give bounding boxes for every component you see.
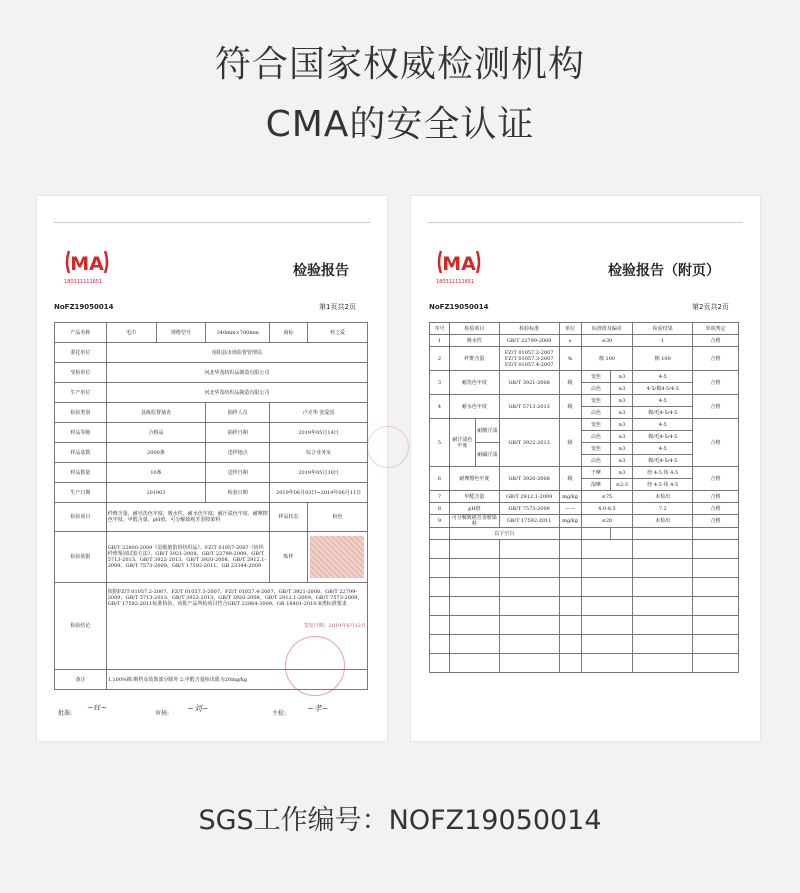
appendix-table xyxy=(429,322,739,673)
table-cell: 耐摩擦色牢度 xyxy=(449,467,499,491)
inspection-report-appendix xyxy=(411,196,760,741)
cell-value: 粉色 xyxy=(307,503,367,532)
table-cell: ≥3 xyxy=(611,407,633,419)
table-cell: 1 xyxy=(633,335,693,347)
empty-cell xyxy=(430,635,450,654)
empty-cell xyxy=(449,578,499,597)
cell-label: 生产日期 xyxy=(55,483,107,503)
empty-cell xyxy=(430,597,450,616)
empty-cell xyxy=(430,540,450,559)
cell-value: 河北华茂纺织品制造有限公司 xyxy=(106,363,367,383)
empty-cell xyxy=(633,540,693,559)
table-cell: 变色 xyxy=(581,419,611,431)
empty-cell xyxy=(559,616,581,635)
table-cell: 合格 xyxy=(693,515,739,528)
cell-value: 梓之爱 xyxy=(307,323,367,343)
cma-number: 180311111651 xyxy=(64,279,103,285)
table-cell: 3 xyxy=(430,371,450,395)
empty-cell xyxy=(449,597,499,616)
cell-label: 样品状态 xyxy=(270,503,308,532)
cell-label: 样品基数 xyxy=(55,443,107,463)
table-cell: 甲醛含量 xyxy=(449,491,499,503)
empty-cell xyxy=(633,654,693,673)
empty-cell xyxy=(693,635,739,654)
cell-value: 201903 xyxy=(106,483,206,503)
fabric-swatch-image xyxy=(310,536,364,578)
table-cell: ≥3 xyxy=(611,383,633,395)
empty-cell xyxy=(581,616,633,635)
table-cell: mg/kg xyxy=(559,491,581,503)
report-title: 检验报告（附页） xyxy=(608,263,720,279)
report-table xyxy=(54,322,368,690)
cell-value: 1.100%棉 断档及装饰部分除外 2.甲醛含量检出限为20mg/kg xyxy=(106,670,367,690)
table-cell: 4-5 xyxy=(633,419,693,431)
table-row xyxy=(430,395,739,407)
table-cell: 棉/毛4-5/4-5 xyxy=(633,455,693,467)
table-cell: ≥3 xyxy=(611,395,633,407)
empty-cell xyxy=(633,559,693,578)
cell-value: 县级监督抽查 xyxy=(106,403,206,423)
table-cell: ≤75 xyxy=(581,491,633,503)
empty-cell xyxy=(499,597,559,616)
table-cell: —— xyxy=(559,503,581,515)
empty-cell xyxy=(449,540,499,559)
empty-cell xyxy=(449,654,499,673)
table-cell: ≥3 xyxy=(611,431,633,443)
table-cell: 合格 xyxy=(693,419,739,467)
empty-cell xyxy=(499,654,559,673)
table-row xyxy=(430,371,739,383)
table-row xyxy=(430,335,739,347)
cell-label: 抽样日期 xyxy=(206,423,270,443)
table-cell xyxy=(693,528,739,540)
table-cell: GB/T 22799-2009 xyxy=(499,335,559,347)
table-cell: GB/T 7573-2009 xyxy=(499,503,559,515)
table-cell: ≤30 xyxy=(581,335,633,347)
table-cell: 耐洗色牢度 xyxy=(449,371,499,395)
empty-row xyxy=(430,540,739,559)
table-cell: 4-5 xyxy=(633,371,693,383)
table-cell: 合格 xyxy=(693,347,739,371)
table-header: 标准值及偏差 xyxy=(581,323,633,335)
table-cell: 沾色 xyxy=(581,383,611,395)
table-cell: 合格 xyxy=(693,467,739,491)
cell-value: 2019年06月03日~2019年06月11日 xyxy=(270,483,368,503)
stamp-date: 签发日期：2019年6月12日 xyxy=(303,623,366,629)
table-cell: 湿摩 xyxy=(581,479,611,491)
table-cell: 棉/毛4-5/4-5 xyxy=(633,431,693,443)
empty-cell xyxy=(430,559,450,578)
table-header: 检验标准 xyxy=(499,323,559,335)
fabric-sample-cell xyxy=(307,532,367,583)
cell-value: 纤维含量、耐皂洗色牢度、吸水性、耐水色牢度、耐汗渍色牢度、耐摩擦色牢度、甲醛含量、pH值、可分解致癌芳香胺染料 xyxy=(106,503,269,532)
table-cell: 沾色 xyxy=(581,407,611,419)
cell-label: 规格型号 xyxy=(156,323,206,343)
empty-cell xyxy=(430,578,450,597)
empty-cell xyxy=(633,597,693,616)
cell-value: 河北华茂纺织品制造有限公司 xyxy=(106,383,367,403)
cma-number: 180311111651 xyxy=(436,279,475,285)
empty-cell xyxy=(449,559,499,578)
empty-cell xyxy=(430,616,450,635)
cell-label: 委托单位 xyxy=(55,343,107,363)
conclusion-text: 依据FZ/T 01057.2-2007、FZ/T 01057.3-2007、FZ/T 01057.4-2007、GB/T 3921-2008、GB/T 22799-2009、GB/T 5713-2013、GB/T 3922-2013、GB/T 3920-2008、GB/T 2912.1-2009、GB/T 7573-2009、GB/T 17592-2011标准检验，该批产品所检项目符合GB/T 22864-2009、GB 18401-2010 B类标准要求 xyxy=(107,589,363,607)
cell-label: 样品等级 xyxy=(55,423,107,443)
main-label: 主检: xyxy=(272,710,287,717)
table-cell: 棉/毛4-5/4-5 xyxy=(633,407,693,419)
review-label: 审核: xyxy=(155,710,170,717)
report-title: 检验报告 xyxy=(293,263,349,279)
table-row xyxy=(430,491,739,503)
headline-line2: CMA的安全认证 xyxy=(265,104,535,145)
empty-cell xyxy=(581,559,633,578)
table-cell: 2 xyxy=(430,347,450,371)
table-cell: GB/T 3922-2013 xyxy=(499,419,559,467)
empty-row xyxy=(430,616,739,635)
empty-cell xyxy=(581,654,633,673)
empty-cell xyxy=(499,559,559,578)
table-cell: ≥3 xyxy=(611,371,633,383)
top-divider xyxy=(54,222,370,223)
cell-label: 受检单位 xyxy=(55,363,107,383)
cell-value: 340mm×700mm xyxy=(206,323,270,343)
empty-cell xyxy=(581,635,633,654)
empty-cell xyxy=(693,616,739,635)
empty-cell xyxy=(559,654,581,673)
table-cell: 吸水性 xyxy=(449,335,499,347)
table-cell: 合格 xyxy=(693,491,739,503)
table-cell: ≥3 xyxy=(611,419,633,431)
empty-cell xyxy=(559,540,581,559)
table-cell: 合格 xyxy=(693,371,739,395)
table-row xyxy=(430,528,739,540)
table-cell: ≥3 xyxy=(611,467,633,479)
table-cell: 4 xyxy=(430,395,450,419)
cell-label: 样品数量 xyxy=(55,463,107,483)
table-cell: 级 xyxy=(559,395,581,419)
table-cell: 未检出 xyxy=(633,515,693,528)
table-cell: 棉 100 xyxy=(581,347,633,371)
empty-cell xyxy=(693,654,739,673)
empty-cell xyxy=(499,616,559,635)
cell-value: 2019年05月14日 xyxy=(270,423,368,443)
table-row xyxy=(430,347,739,371)
cell-value: 2019年05月30日 xyxy=(270,463,368,483)
table-cell: 4-5 xyxy=(633,443,693,455)
table-cell: pH值 xyxy=(449,503,499,515)
cell-value: 卢克华 张爱国 xyxy=(270,403,368,423)
table-cell: 合格 xyxy=(693,335,739,347)
table-cell: s xyxy=(559,335,581,347)
cell-label: 商标 xyxy=(270,323,308,343)
empty-cell xyxy=(693,597,739,616)
cell-label: 产品名称 xyxy=(55,323,107,343)
empty-cell xyxy=(633,635,693,654)
sgs-job-number: SGS工作编号：NOFZ19050014 xyxy=(198,805,602,836)
cell-label: 检验日期 xyxy=(206,483,270,503)
table-cell: 4-5/棉4-5/4-5 xyxy=(633,383,693,395)
table-header: 单项判定 xyxy=(693,323,739,335)
cell-value: GB/T 22800-2009《星级旅馆用纺织品》、FZ/T 01057-2007《纺织纤维鉴别试验方法》、GB/T 3921-2008、GB/T 22799-2009、GB/T 5713-2013、GB/T 3922-2013、GB/T 3920-2008、GB/T 2912.1-2009、GB/T 7573-2009、GB/T 17592-2011、GB 23344-2009 xyxy=(106,532,269,583)
table-cell: 7.2 xyxy=(633,503,693,515)
cell-label: 备注 xyxy=(55,670,107,690)
approve-label: 批准: xyxy=(58,710,73,717)
empty-cell xyxy=(559,635,581,654)
table-cell: 未检出 xyxy=(633,491,693,503)
table-header: 检验结果 xyxy=(633,323,693,335)
table-cell: ≥3 xyxy=(611,455,633,467)
empty-cell xyxy=(449,616,499,635)
cell-label: 检验项目 xyxy=(55,503,107,532)
table-row xyxy=(430,443,739,455)
blank-note: 以下空白 xyxy=(449,528,559,540)
table-cell: 8 xyxy=(430,503,450,515)
empty-row xyxy=(430,654,739,673)
table-cell: 沾色 xyxy=(581,455,611,467)
table-cell: FZ/T 01057.2-2007 FZ/T 01057.3-2007 FZ/T 01057.4-2007 xyxy=(499,347,559,371)
cell-value: 2000条 xyxy=(106,443,206,463)
top-divider xyxy=(428,222,743,223)
empty-cell xyxy=(559,559,581,578)
empty-row xyxy=(430,578,739,597)
empty-cell xyxy=(449,635,499,654)
cell-value: 综合业务室 xyxy=(270,443,368,463)
cell-value: 毛巾 xyxy=(106,323,156,343)
table-cell: 4-5 xyxy=(633,395,693,407)
empty-row xyxy=(430,597,739,616)
table-cell: 纤维含量 xyxy=(449,347,499,371)
table-cell: 级 xyxy=(559,467,581,491)
table-cell xyxy=(611,528,633,540)
empty-cell xyxy=(430,654,450,673)
cell-label: 抽样人员 xyxy=(206,403,270,423)
table-cell: 1 xyxy=(430,335,450,347)
page-indicator: 第1页共2页 xyxy=(319,303,356,311)
cell-label: 送样地点 xyxy=(206,443,270,463)
headline-line1: 符合国家权威检测机构 xyxy=(214,44,585,85)
cell-value: 南阳县市场监督管理局 xyxy=(106,343,367,363)
seal-faded-icon xyxy=(367,426,409,468)
review-signature: ~刘~ xyxy=(187,704,209,713)
table-cell xyxy=(633,528,693,540)
inspection-report-page1 xyxy=(37,196,387,741)
table-cell: GB/T 3920-2008 xyxy=(499,467,559,491)
table-cell: 级 xyxy=(559,419,581,467)
table-cell: 耐汗渍色牢度 xyxy=(449,419,475,467)
page-indicator: 第2页共2页 xyxy=(692,303,729,311)
table-header: 单位 xyxy=(559,323,581,335)
cell-label: 送样日期 xyxy=(206,463,270,483)
table-cell: 变色 xyxy=(581,395,611,407)
table-cell: 沾色 xyxy=(581,431,611,443)
table-cell: GB/T 2912.1-2009 xyxy=(499,491,559,503)
cell-value: 合格品 xyxy=(106,423,206,443)
cma-logo-icon xyxy=(435,245,483,281)
empty-cell xyxy=(559,578,581,597)
table-cell: GB/T 3921-2008 xyxy=(499,371,559,395)
empty-cell xyxy=(559,597,581,616)
table-cell: 合格 xyxy=(693,503,739,515)
table-cell: mg/kg xyxy=(559,515,581,528)
cma-logo-icon xyxy=(63,245,111,281)
table-cell: ≥2-3 xyxy=(611,479,633,491)
official-seal-icon xyxy=(285,636,345,696)
table-cell: 经 4-5 纬 4-5 xyxy=(633,479,693,491)
table-cell: 合格 xyxy=(693,395,739,419)
cell-label: 检验依据 xyxy=(55,532,107,583)
cell-label: 检验结论 xyxy=(55,583,107,670)
table-cell: 变色 xyxy=(581,443,611,455)
table-cell: 变色 xyxy=(581,371,611,383)
empty-cell xyxy=(499,635,559,654)
table-cell: 经 4-5 纬 4-5 xyxy=(633,467,693,479)
approve-signature: ~ℓℓ~ xyxy=(87,703,108,712)
empty-row xyxy=(430,559,739,578)
table-cell: 级 xyxy=(559,371,581,395)
table-cell: ≤20 xyxy=(581,515,633,528)
empty-row xyxy=(430,635,739,654)
empty-cell xyxy=(693,559,739,578)
table-cell: % xyxy=(559,347,581,371)
table-cell xyxy=(581,528,611,540)
empty-cell xyxy=(693,578,739,597)
empty-cell xyxy=(499,540,559,559)
table-cell: 4.0-8.5 xyxy=(581,503,633,515)
svg-text:MA: MA xyxy=(442,253,476,275)
table-cell: ≥3 xyxy=(611,443,633,455)
empty-cell xyxy=(581,578,633,597)
table-cell xyxy=(430,528,450,540)
table-row xyxy=(430,467,739,479)
table-cell xyxy=(559,528,581,540)
empty-cell xyxy=(581,540,633,559)
empty-cell xyxy=(633,578,693,597)
table-cell: 棉 100 xyxy=(633,347,693,371)
report-number: NoFZ19050014 xyxy=(54,303,114,311)
table-row xyxy=(430,515,739,528)
table-cell: GB/T 17592-2011 xyxy=(499,515,559,528)
table-cell: 5 xyxy=(430,419,450,467)
report-number: NoFZ19050014 xyxy=(429,303,489,311)
table-row xyxy=(430,503,739,515)
empty-cell xyxy=(693,540,739,559)
table-cell: 9 xyxy=(430,515,450,528)
cell-value: 10条 xyxy=(106,463,206,483)
table-row xyxy=(430,419,739,431)
table-cell: 耐碱汗渍 xyxy=(475,443,499,467)
table-header: 序号 xyxy=(430,323,450,335)
cell-label: 生产单位 xyxy=(55,383,107,403)
empty-cell xyxy=(581,597,633,616)
table-cell: 可分解致癌芳香胺染料 xyxy=(449,515,499,528)
svg-text:MA: MA xyxy=(70,253,104,275)
empty-cell xyxy=(633,616,693,635)
table-cell: 耐酸汗渍 xyxy=(475,419,499,443)
cell-label: 检验类别 xyxy=(55,403,107,423)
table-cell: GB/T 5713-2013 xyxy=(499,395,559,419)
table-cell: 7 xyxy=(430,491,450,503)
table-cell: 耐水色牢度 xyxy=(449,395,499,419)
table-cell: 6 xyxy=(430,467,450,491)
cell-label: 贴样 xyxy=(270,532,308,583)
empty-cell xyxy=(499,578,559,597)
main-signature: ~孝~ xyxy=(307,704,329,713)
table-header: 检验项目 xyxy=(449,323,499,335)
table-cell: 干摩 xyxy=(581,467,611,479)
